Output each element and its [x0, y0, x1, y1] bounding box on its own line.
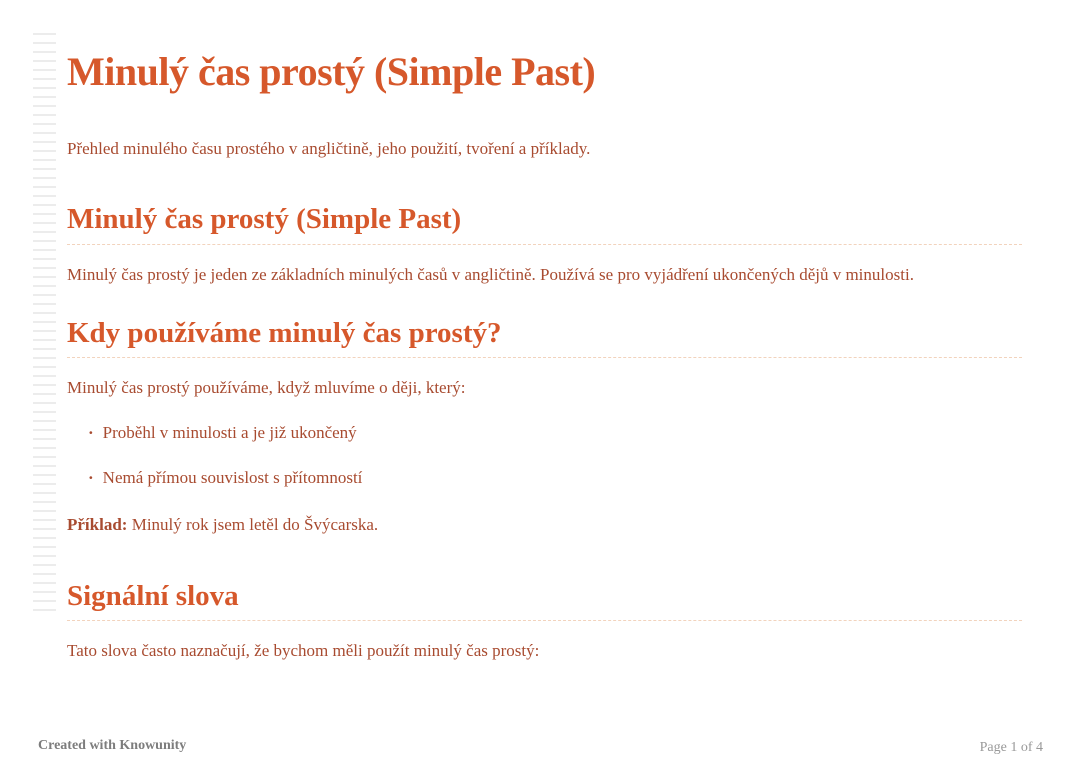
- example-label: Příklad:: [67, 515, 128, 535]
- footer-page-number: Page 1 of 4: [979, 740, 1043, 755]
- example-text: Minulý rok jsem letěl do Švýcarska.: [131, 515, 379, 535]
- section-signal-words: [67, 580, 1022, 664]
- section-signal-words-intro: Tato slova často naznačují, že bychom měli použít minulý čas prostý:: [67, 641, 540, 661]
- section-signal-words-heading: Signální slova: [67, 580, 1022, 621]
- document-content: [67, 0, 1022, 664]
- footer-credit: Created with Knowunity: [38, 738, 187, 753]
- section-overview-body: Minulý čas prostý je jeden ze základních minulých časů v angličtině. Používá se pro vyjádření ukončených dějů v minulosti.: [67, 264, 914, 284]
- list-item: · Nemá přímou souvislost s přítomností: [88, 466, 1022, 491]
- page-title: Minulý čas prostý (Simple Past): [67, 49, 596, 94]
- list-item: · Proběhl v minulosti a je již ukončený: [88, 421, 1022, 446]
- notebook-edge-decoration: [33, 33, 56, 617]
- section-overview: [67, 203, 1022, 287]
- section-usage-intro: Minulý čas prostý používáme, když mluvíme o ději, který:: [67, 378, 466, 398]
- page-subtitle: Přehled minulého času prostého v angličtině, jeho použití, tvoření a příklady.: [67, 138, 591, 158]
- example-line: [67, 512, 1022, 538]
- section-usage: [67, 317, 1022, 538]
- usage-bullet-list: [67, 421, 1022, 490]
- section-usage-heading: Kdy používáme minulý čas prostý?: [67, 317, 1022, 358]
- section-overview-heading: Minulý čas prostý (Simple Past): [67, 203, 1022, 244]
